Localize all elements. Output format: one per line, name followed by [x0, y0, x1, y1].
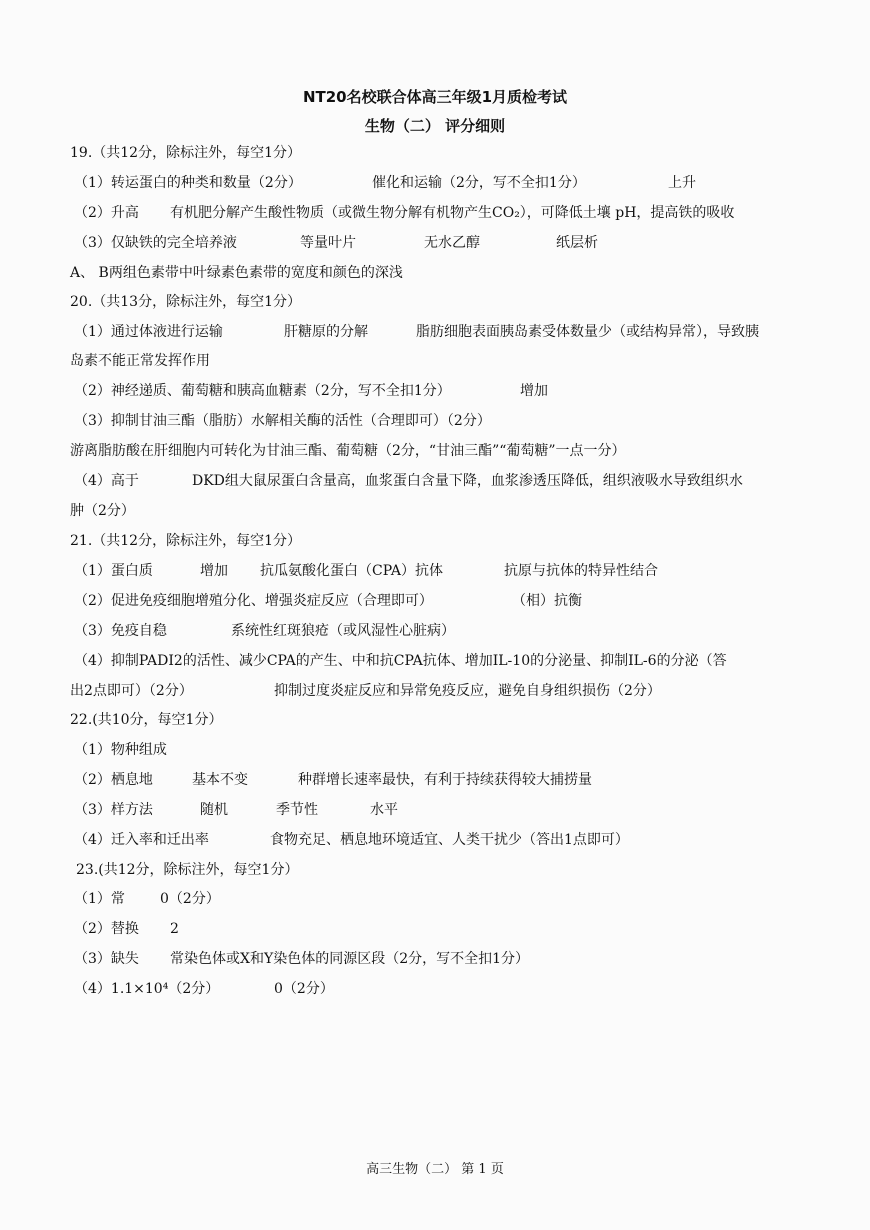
answer: 抗原与抗体的特异性结合 — [504, 563, 658, 579]
q23-line-3 — [74, 950, 529, 968]
q23-header: 23.(共12分，除标注外，每空1分） — [76, 862, 299, 878]
answer: （4）高于 — [74, 473, 139, 489]
q23-line-1 — [74, 890, 220, 908]
q22-line-2 — [74, 771, 592, 789]
q19-line-4: A、 B两组色素带中叶绿素色素带的宽度和颜色的深浅 — [70, 265, 403, 281]
q21-line-3 — [74, 622, 455, 640]
answer: 脂肪细胞表面胰岛素受体数量少（或结构异常），导致胰 — [416, 324, 759, 340]
q19-line-2 — [74, 204, 734, 222]
q23-line-4 — [74, 980, 334, 998]
answer: 出2点即可）（2分） — [70, 683, 193, 699]
q19-line-3 — [74, 234, 598, 252]
answer: 0（2分） — [160, 891, 220, 907]
q21-line-2 — [74, 592, 582, 610]
answer: DKD组大鼠尿蛋白含量高，血浆蛋白含量下降，血浆渗透压降低，组织液吸水导致组织水 — [192, 473, 743, 489]
answer: 增加 — [200, 563, 228, 579]
q22-header: 22.(共10分，每空1分） — [70, 712, 223, 728]
answer: 纸层析 — [556, 235, 598, 251]
q19-header: 19.（共12分，除标注外，每空1分） — [70, 145, 301, 161]
answer: 抑制过度炎症反应和异常免疫反应，避免自身组织损伤（2分） — [274, 683, 661, 699]
q20-header: 20.（共13分，除标注外，每空1分） — [70, 294, 301, 310]
answer: 食物充足、栖息地环境适宜、人类干扰少（答出1点即可） — [270, 832, 629, 848]
document-subtitle: 生物（二） 评分细则 — [364, 117, 506, 135]
answer: 催化和运输（2分，写不全扣1分） — [372, 175, 586, 191]
answer: （4）1.1×10⁴（2分） — [74, 981, 220, 997]
answer: 0（2分） — [274, 981, 334, 997]
q21-line-1 — [74, 562, 658, 580]
answer: （2）升高 — [74, 205, 139, 221]
answer: （3）仅缺铁的完全培养液 — [74, 235, 237, 251]
q20-line-1 — [74, 323, 759, 341]
answer: 肝糖原的分解 — [284, 324, 368, 340]
answer: （相）抗衡 — [512, 593, 582, 609]
answer: 无水乙醇 — [424, 235, 480, 251]
document-title: NT20名校联合体高三年级1月质检考试 — [302, 88, 568, 106]
q22-line-4 — [74, 831, 629, 849]
answer: 系统性红斑狼疮（或风湿性心脏病） — [231, 623, 455, 639]
answer: 季节性 — [276, 802, 318, 818]
answer: 2 — [170, 921, 179, 937]
answer: 水平 — [370, 802, 398, 818]
q22-line-3 — [74, 801, 398, 819]
q20-line-1-cont: 岛素不能正常发挥作用 — [70, 353, 210, 369]
q21-line-4: （4）抑制PADI2的活性、减少CPA的产生、中和抗CPA抗体、增加IL-10的分泌量、抑制IL-6的分泌（答 — [74, 653, 727, 669]
answer: 上升 — [668, 175, 696, 191]
answer: 等量叶片 — [300, 235, 356, 251]
q20-line-4-cont: 肿（2分） — [70, 503, 135, 519]
answer: （1）蛋白质 — [74, 563, 153, 579]
answer: （2）栖息地 — [74, 772, 153, 788]
answer: 随机 — [200, 802, 228, 818]
answer: （4）迁入率和迁出率 — [74, 832, 209, 848]
q20-line-2 — [74, 382, 548, 400]
q20-line-3: （3）抑制甘油三酯（脂肪）水解相关酶的活性（合理即可）（2分） — [74, 413, 491, 429]
answer: 增加 — [520, 383, 548, 399]
answer: （2）替换 — [74, 921, 139, 937]
answer: （3）缺失 — [74, 951, 139, 967]
answer: （2）促进免疫细胞增殖分化、增强炎症反应（合理即可） — [74, 593, 433, 609]
q22-line-1: （1）物种组成 — [74, 742, 167, 758]
answer: 抗瓜氨酸化蛋白（CPA）抗体 — [260, 563, 443, 579]
q20-line-4 — [74, 472, 743, 490]
q19-line-1 — [74, 174, 696, 192]
answer: （1）通过体液进行运输 — [74, 324, 223, 340]
q23-line-2 — [74, 920, 179, 938]
q21-header: 21.（共12分，除标注外，每空1分） — [70, 533, 301, 549]
answer: （1）常 — [74, 891, 125, 907]
answer: 有机肥分解产生酸性物质（或微生物分解有机物产生CO₂），可降低土壤 pH，提高铁的吸收 — [170, 205, 735, 221]
answer: （3）样方法 — [74, 802, 153, 818]
answer: 常染色体或X和Y染色体的同源区段（2分，写不全扣1分） — [170, 951, 530, 967]
answer: 种群增长速率最快，有利于持续获得较大捕捞量 — [298, 772, 592, 788]
q20-line-3-cont: 游离脂肪酸在肝细胞内可转化为甘油三酯、葡萄糖（2分，“甘油三酯”“葡萄糖”一点一分） — [70, 443, 626, 459]
answer: 基本不变 — [192, 772, 248, 788]
page-footer: 高三生物（二） 第 1 页 — [366, 1162, 504, 1177]
answer: （3）免疫自稳 — [74, 623, 167, 639]
answer: （1）转运蛋白的种类和数量（2分） — [74, 175, 302, 191]
answer: （2）神经递质、葡萄糖和胰高血糖素（2分，写不全扣1分） — [74, 383, 451, 399]
q21-line-4-cont — [70, 682, 661, 700]
